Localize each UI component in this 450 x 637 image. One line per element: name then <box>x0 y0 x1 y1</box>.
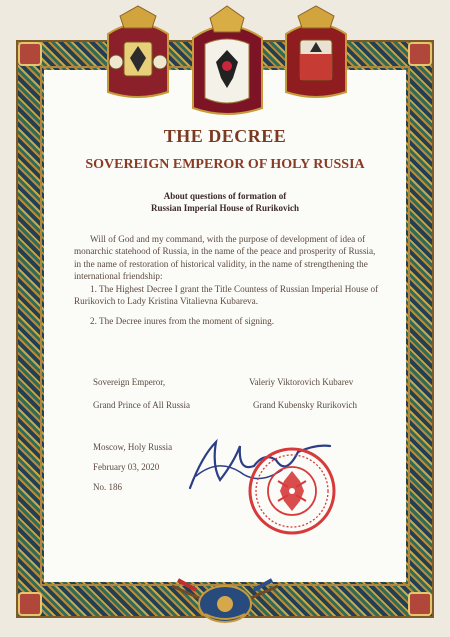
number-text: No. 186 <box>93 482 122 492</box>
coat-of-arms-left-icon <box>98 4 178 104</box>
bottom-emblem-icon <box>168 564 282 630</box>
signatory-title-1: Sovereign Emperor, <box>93 377 166 387</box>
frame-corner-ornament <box>18 592 42 616</box>
document-title: THE DECREE <box>163 126 287 146</box>
frame-corner-ornament <box>18 42 42 66</box>
decree-paragraph: 1. The Highest Decree I grant the Title Countess of Russian Imperial House of Rurikovich to Lady Kristina Vitalievna Kubareva. <box>74 284 379 307</box>
frame-corner-ornament <box>408 592 432 616</box>
signatory-name-1: Valeriy Viktorovich Kubarev <box>249 377 354 387</box>
place-text: Moscow, Holy Russia <box>93 442 173 452</box>
about-line-2: Russian Imperial House of Rurikovich <box>150 203 300 213</box>
signatory-title-2: Grand Prince of All Russia <box>93 400 190 410</box>
coat-of-arms-center-icon <box>185 4 270 122</box>
signatory-name-2: Grand Kubensky Rurikovich <box>253 400 357 410</box>
coat-of-arms-right-icon <box>276 4 356 104</box>
date-text: February 03, 2020 <box>93 462 160 472</box>
decree-paragraph: 2. The Decree inures from the moment of signing. <box>90 316 275 326</box>
about-heading <box>44 190 406 214</box>
about-line-1: About questions of formation of <box>163 191 287 201</box>
wax-seal-icon <box>248 447 336 535</box>
decree-paragraph: Will of God and my command, with the purpose of development of idea of monarchic statehood of Russia, in the name of the peace and prosperity of Russia, in the name of restoration of historical validity, in the name of strengthening the international friendship: <box>74 234 376 281</box>
document-subtitle: SOVEREIGN EMPEROR OF HOLY RUSSIA <box>85 157 365 172</box>
frame-corner-ornament <box>408 42 432 66</box>
